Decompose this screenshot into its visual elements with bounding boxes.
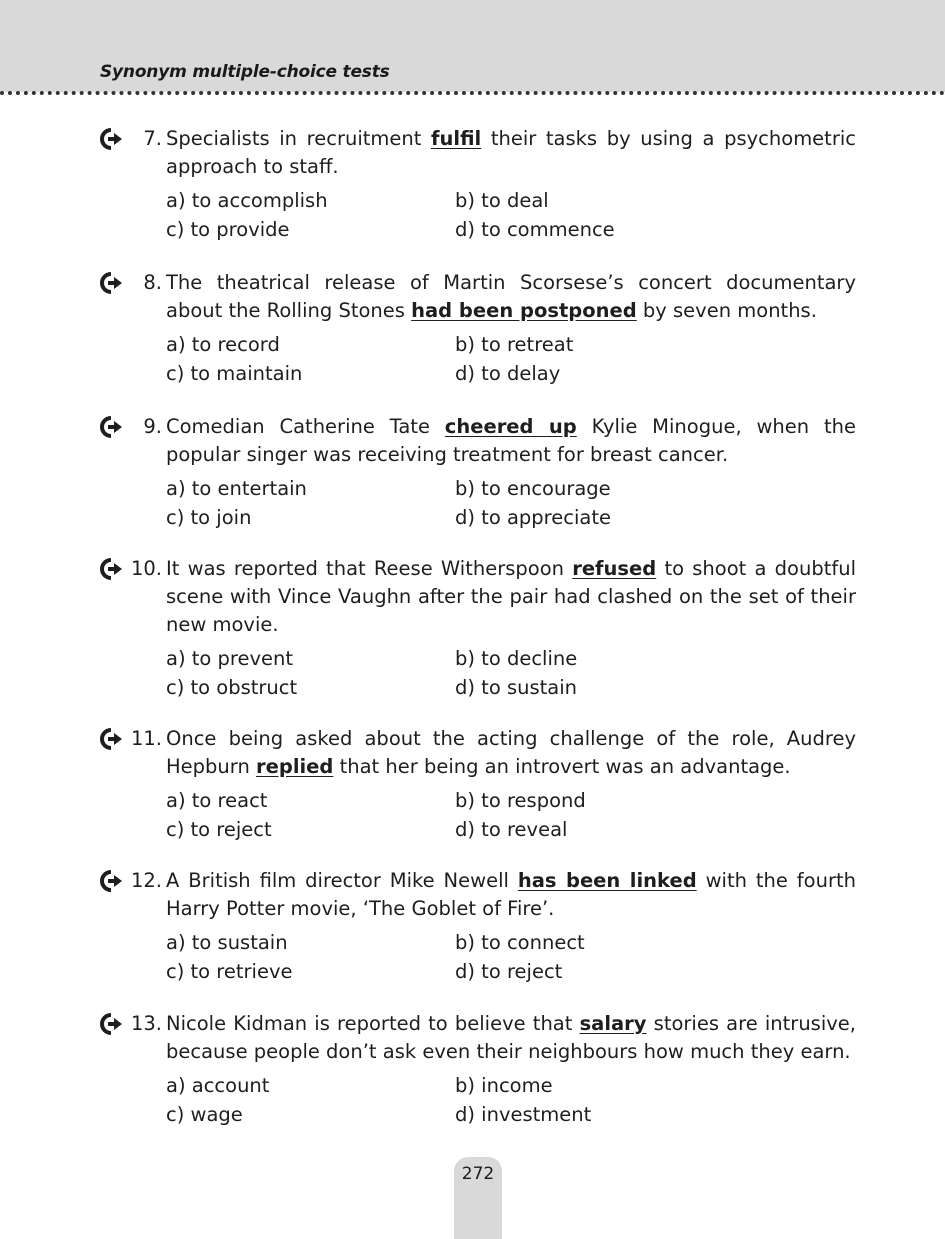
question-text	[166, 1010, 856, 1066]
arrow-bullet-icon	[100, 272, 126, 294]
answer-option[interactable]: d) investment	[455, 1102, 592, 1126]
answer-option[interactable]: a) to accomplish	[166, 189, 328, 212]
answer-option[interactable]: c) to obstruct	[166, 675, 298, 699]
question-item	[100, 413, 860, 532]
question-number: 12.	[130, 869, 162, 892]
question-text-before: The theatrical release of Martin Scorsese’s concert documentary about the Rolling Stones	[166, 271, 856, 322]
question-text-before: Specialists in recruitment	[166, 127, 432, 150]
question-text	[166, 269, 856, 325]
question-item	[100, 125, 860, 244]
question-item	[100, 867, 860, 986]
answer-options	[166, 1072, 856, 1129]
question-keyword: fulfil	[431, 127, 482, 150]
question-text	[166, 125, 856, 181]
answer-option[interactable]: d) to commence	[455, 217, 615, 241]
question-text-after: that her being an introvert was an advantage.	[333, 755, 791, 778]
answer-options	[166, 645, 856, 702]
arrow-bullet-icon	[100, 558, 126, 580]
question-text	[166, 867, 856, 923]
answer-option[interactable]: b) to encourage	[455, 477, 611, 500]
answer-option[interactable]: c) to maintain	[166, 361, 303, 385]
question-text-after: Kylie Minogue, when the popular singer was receiving treatment for breast cancer.	[166, 415, 856, 466]
page-header	[0, 0, 945, 92]
question-text-after: to shoot a doubtful scene with Vince Vaughn after the pair had clashed on the set of their new movie.	[166, 557, 857, 636]
question-item	[100, 555, 860, 702]
answer-option[interactable]: b) to retreat	[455, 333, 574, 356]
answer-option[interactable]: d) to appreciate	[455, 505, 611, 529]
question-item	[100, 269, 860, 388]
question-number: 8.	[143, 271, 162, 294]
answer-option[interactable]: b) to decline	[455, 647, 578, 670]
question-text-before: A British film director Mike Newell	[166, 869, 518, 892]
arrow-bullet-icon	[100, 1013, 126, 1035]
question-keyword: refused	[572, 557, 657, 580]
answer-option[interactable]: b) to deal	[455, 189, 549, 212]
answer-option[interactable]: c) to provide	[166, 217, 290, 241]
question-item	[100, 725, 860, 844]
answer-option[interactable]: b) income	[455, 1074, 553, 1097]
question-text	[166, 555, 856, 639]
page-number: 272	[461, 1164, 495, 1184]
question-number: 10.	[130, 557, 162, 580]
answer-option[interactable]: d) to sustain	[455, 675, 578, 699]
answer-options	[166, 475, 856, 532]
question-text-after: stories are intrusive, because people don’t ask even their neighbours how much they earn.	[166, 1012, 856, 1063]
dotted-divider	[0, 91, 945, 95]
answer-option[interactable]: a) to prevent	[166, 647, 294, 670]
question-text-before: Once being asked about the acting challenge of the role, Audrey Hepburn	[166, 727, 856, 778]
answer-option[interactable]: a) to sustain	[166, 931, 288, 954]
answer-options	[166, 187, 856, 244]
question-keyword: has been linked	[517, 869, 697, 892]
answer-option[interactable]: a) to entertain	[166, 477, 307, 500]
answer-option[interactable]: d) to delay	[455, 361, 561, 385]
question-text-before: Comedian Catherine Tate	[166, 415, 445, 438]
answer-option[interactable]: b) to connect	[455, 931, 585, 954]
question-text	[166, 413, 856, 469]
answer-option[interactable]: a) account	[166, 1074, 270, 1097]
question-keyword: replied	[256, 755, 334, 778]
question-text-after: by seven months.	[636, 299, 817, 322]
answer-option[interactable]: d) to reject	[455, 959, 563, 983]
arrow-bullet-icon	[100, 728, 126, 750]
question-number: 11.	[130, 727, 162, 750]
answer-option[interactable]: c) wage	[166, 1102, 243, 1126]
question-number: 13.	[130, 1012, 162, 1035]
answer-option[interactable]: c) to reject	[166, 817, 272, 841]
answer-option[interactable]: d) to reveal	[455, 817, 568, 841]
question-keyword: cheered up	[444, 415, 577, 438]
question-item	[100, 1010, 860, 1129]
answer-option[interactable]: b) to respond	[455, 789, 586, 812]
answer-option[interactable]: c) to retrieve	[166, 959, 293, 983]
question-text-before: It was reported that Reese Witherspoon	[166, 557, 573, 580]
question-text-after: their tasks by using a psychometric approach to staff.	[166, 127, 856, 178]
question-keyword: salary	[579, 1012, 647, 1035]
question-keyword: had been postponed	[411, 299, 637, 322]
answer-options	[166, 787, 856, 844]
answer-options	[166, 929, 856, 986]
question-text-before: Nicole Kidman is reported to believe that	[166, 1012, 580, 1035]
answer-option[interactable]: a) to record	[166, 333, 280, 356]
answer-option[interactable]: a) to react	[166, 789, 268, 812]
question-text	[166, 725, 856, 781]
answer-option[interactable]: c) to join	[166, 505, 252, 529]
arrow-bullet-icon	[100, 128, 126, 150]
question-text-after: with the fourth Harry Potter movie, ‘The Goblet of Fire’.	[166, 869, 856, 920]
question-number: 7.	[143, 127, 162, 150]
section-title: Synonym multiple-choice tests	[100, 62, 390, 82]
arrow-bullet-icon	[100, 870, 126, 892]
question-number: 9.	[143, 415, 162, 438]
arrow-bullet-icon	[100, 416, 126, 438]
answer-options	[166, 331, 856, 388]
